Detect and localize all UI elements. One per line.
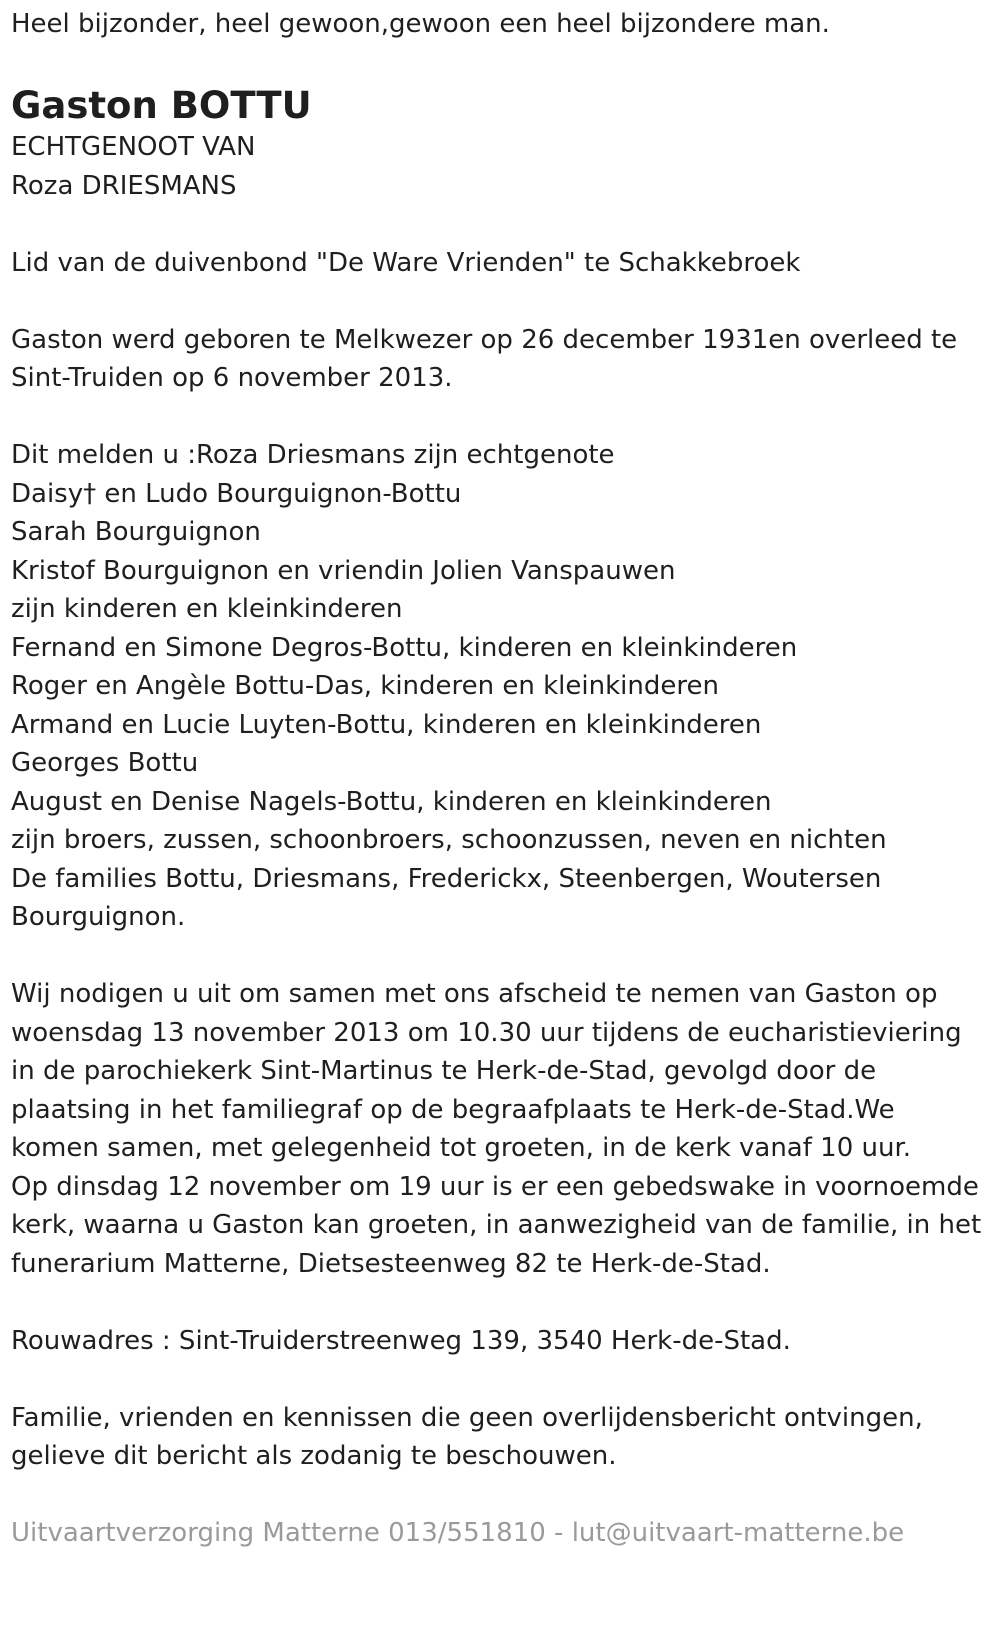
family-line: Georges Bottu [11,748,199,778]
family-line: Roger en Angèle Bottu-Das, kinderen en kleinkinderen [11,671,719,701]
family-line: Dit melden u :Roza Driesmans zijn echtgenote [11,440,615,470]
tagline: Heel bijzonder, heel gewoon,gewoon een heel bijzondere man. [11,9,830,39]
membership-text: Lid van de duivenbond "De Ware Vrienden" te Schakkebroek [11,248,801,278]
family-line: Kristof Bourguignon en vriendin Jolien Vanspauwen [11,556,676,586]
ceremony-line: kerk, waarna u Gaston kan groeten, in aanwezigheid van de familie, in het [11,1210,982,1240]
family-line: De families Bottu, Driesmans, Frederickx, Steenbergen, Woutersen [11,864,882,894]
family-line: Armand en Lucie Luyten-Bottu, kinderen en kleinkinderen [11,710,762,740]
family-line: Sarah Bourguignon [11,517,261,547]
birth-death-line: Gaston werd geboren te Melkwezer op 26 december 1931en overleed te [11,325,958,355]
birth-death-line: Sint-Truiden op 6 november 2013. [11,363,453,393]
deceased-name: Gaston BOTTU [11,84,312,127]
ceremony-line: plaatsing in het familiegraf op de begraafplaats te Herk-de-Stad.We [11,1095,895,1125]
family-line: Bourguignon. [11,902,186,932]
funeral-home-footer: Uitvaartverzorging Matterne 013/551810 - lut@uitvaart-matterne.be [11,1518,905,1548]
family-line: Daisy† en Ludo Bourguignon-Bottu [11,479,462,509]
ceremony-line: Wij nodigen u uit om samen met ons afscheid te nemen van Gaston op [11,979,938,1009]
family-line: zijn kinderen en kleinkinderen [11,594,403,624]
ceremony-line: komen samen, met gelegenheid tot groeten, in de kerk vanaf 10 uur. [11,1133,912,1163]
relation-label: ECHTGENOOT VAN [11,132,256,162]
ceremony-line: in de parochiekerk Sint-Martinus te Herk-de-Stad, gevolgd door de [11,1056,877,1086]
mourning-address: Rouwadres : Sint-Truiderstreenweg 139, 3540 Herk-de-Stad. [11,1326,791,1356]
notice-line: gelieve dit bericht als zodanig te beschouwen. [11,1441,617,1471]
notice-line: Familie, vrienden en kennissen die geen overlijdensbericht ontvingen, [11,1403,923,1433]
family-line: August en Denise Nagels-Bottu, kinderen en kleinkinderen [11,787,772,817]
family-line: Fernand en Simone Degros-Bottu, kinderen en kleinkinderen [11,633,798,663]
family-line: zijn broers, zussen, schoonbroers, schoonzussen, neven en nichten [11,825,887,855]
ceremony-line: woensdag 13 november 2013 om 10.30 uur tijdens de eucharistieviering [11,1018,962,1048]
spouse-name: Roza DRIESMANS [11,171,237,201]
ceremony-line: funerarium Matterne, Dietsesteenweg 82 te Herk-de-Stad. [11,1249,771,1279]
ceremony-line: Op dinsdag 12 november om 19 uur is er een gebedswake in voornoemde [11,1172,979,1202]
